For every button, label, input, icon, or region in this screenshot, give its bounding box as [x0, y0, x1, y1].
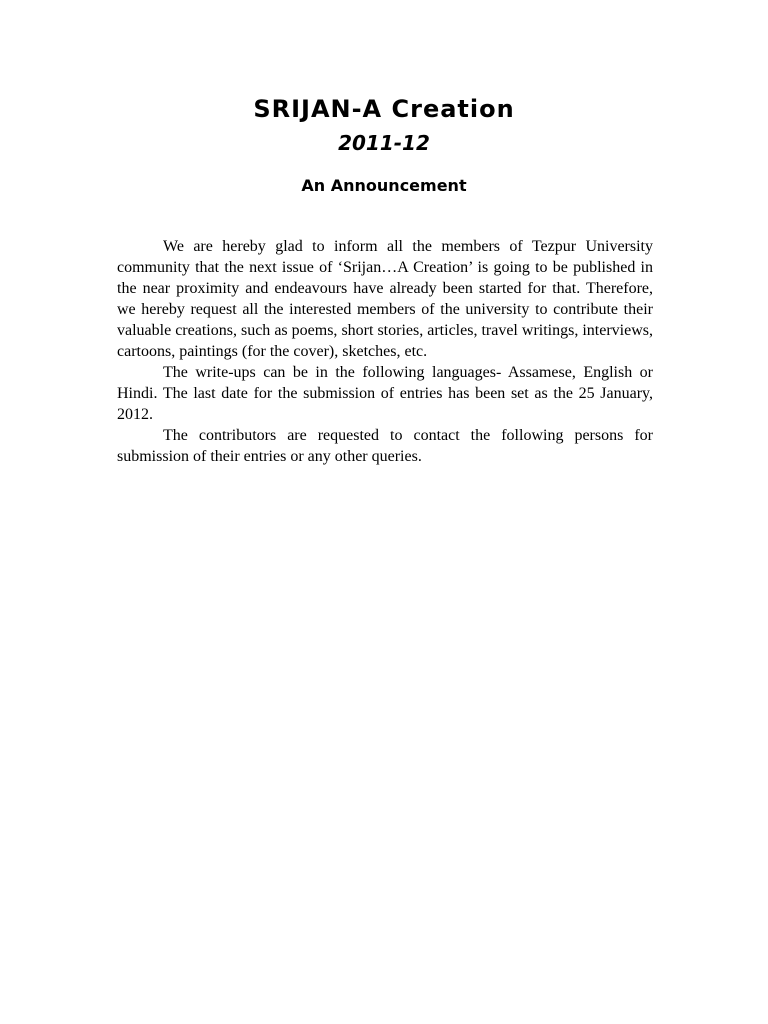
document-body [117, 236, 653, 467]
body-paragraph: We are hereby glad to inform all the members of Tezpur University community that the next issue of ‘Srijan…A Creation’ is going to be published in the near proximity and endeavours have already been started for that. Therefore, we hereby request all the interested members of the university to contribute their valuable creations, such as poems, short stories, articles, travel writings, interviews, cartoons, paintings (for the cover), sketches, etc. [117, 238, 653, 360]
document-year: 2011-12 [338, 131, 430, 155]
document-title: SRIJAN-A Creation [253, 95, 515, 123]
body-paragraph: The contributors are requested to contact the following persons for submission of their entries or any other queries. [117, 427, 653, 465]
body-paragraph: The write-ups can be in the following languages- Assamese, English or Hindi. The last date for the submission of entries has been set as the 25 January, 2012. [117, 364, 653, 423]
document-subtitle: An Announcement [301, 176, 467, 195]
